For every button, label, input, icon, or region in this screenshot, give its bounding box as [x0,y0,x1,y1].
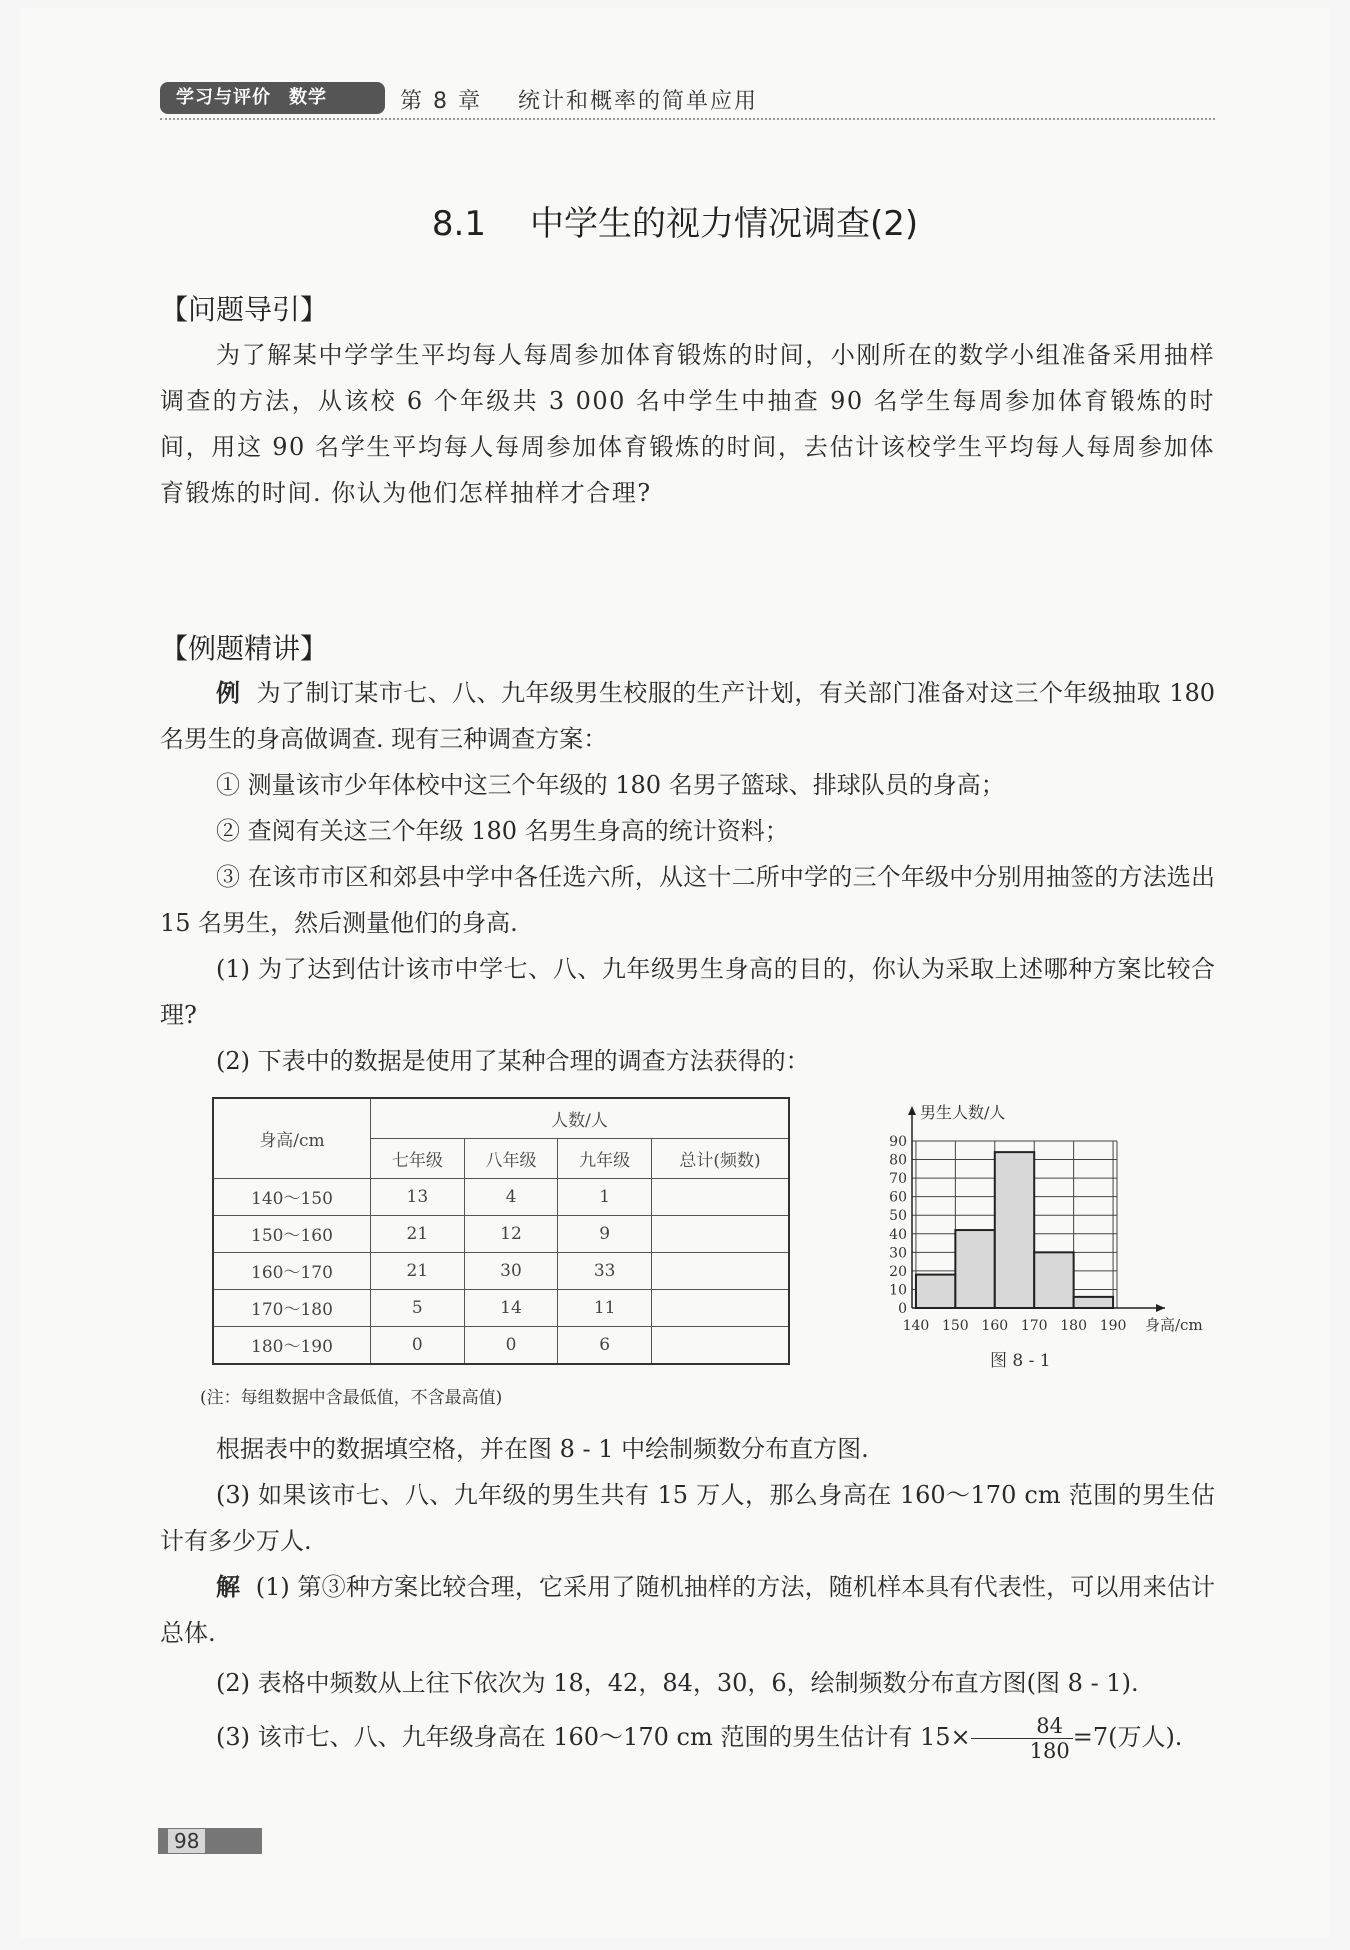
col-header-g9: 九年级 [558,1138,652,1178]
y-tick-label: 60 [889,1189,907,1206]
table-row [213,1215,789,1252]
subject-name: 数学 [289,87,327,108]
y-tick-label: 50 [889,1208,907,1225]
table-row [213,1178,789,1215]
histogram-chart [850,1098,1220,1338]
book-badge [160,82,385,114]
histogram-bar [995,1152,1034,1308]
count-header: 人数/人 [371,1098,790,1138]
option-1: ① 测量该市少年体校中这三个年级的 180 名男子篮球、排球队员的身高； [216,771,1005,799]
guide-text: 为了解某中学学生平均每人每周参加体育锻炼的时间，小刚所在的数学小组准备采用抽样调查的方法，从该校 6 个年级共 3 000 名中学生中抽查 90 名学生每周参加体育锻炼的时间，用这 90 名学生平均每人每周参加体育锻炼的时间，去估计该校学生平均每人每周参加体育锻炼的时间. 你认为他们怎样抽样才合理? [160,341,1215,507]
table-instruction: 根据表中的数据填空格，并在图 8 - 1 中绘制频数分布直方图. [216,1435,869,1463]
cell-total [652,1289,790,1326]
col-header-g7: 七年级 [371,1138,465,1178]
table-row [213,1289,789,1326]
height-header: 身高/cm [213,1098,371,1178]
cell-range: 170～180 [213,1289,371,1326]
option-2: ② 查阅有关这三个年级 180 名男生身高的统计资料； [216,817,789,845]
option-3: ③ 在该市市区和郊县中学中各任选六所，从这十二所中学的三个年级中分别用抽签的方法选出 15 名男生，然后测量他们的身高. [160,863,1215,937]
figure-caption: 图 8 - 1 [990,1351,1051,1371]
cell-g7: 0 [371,1326,465,1364]
table-row [213,1252,789,1289]
cell-range: 180～190 [213,1326,371,1364]
cell-range: 160～170 [213,1252,371,1289]
example-intro-text: 为了制订某市七、八、九年级男生校服的生产计划，有关部门准备对这三个年级抽取 180 名男生的身高做调查. 现有三种调查方案： [160,679,1216,753]
section-title: 中学生的视力情况调查(2) [529,204,919,244]
col-header-total: 总计(频数) [652,1138,790,1178]
histogram-bar [955,1230,994,1308]
y-axis-label: 男生人数/人 [920,1103,1006,1122]
cell-range: 140～150 [213,1178,371,1215]
y-tick-label: 90 [889,1134,907,1150]
question-1: (1) 为了达到估计该市中学七、八、九年级男生身高的目的，你认为采取上述哪种方案比较合理? [160,955,1215,1029]
example-heading: 【例题精讲】 [160,632,329,665]
y-tick-label: 80 [889,1152,907,1169]
y-tick-label: 70 [889,1171,907,1188]
x-tick-label: 150 [941,1318,969,1334]
question-2: (2) 下表中的数据是使用了某种合理的调查方法获得的： [216,1047,810,1075]
histogram-bar [916,1275,955,1308]
solution-2: (2) 表格中频数从上往下依次为 18，42，84，30，6，绘制频数分布直方图(图 8 - 1). [216,1669,1139,1697]
cell-range: 150～160 [213,1215,371,1252]
question-3: (3) 如果该市七、八、九年级的男生共有 15 万人，那么身高在 160～170 cm 范围的男生估计有多少万人. [160,1481,1215,1555]
solution-3-text: (3) 该市七、八、九年级身高在 160～170 cm 范围的男生估计有 15× [216,1723,971,1751]
solution-3-result: =7(万人). [1072,1723,1183,1751]
cell-g7: 5 [371,1289,465,1326]
x-axis-label: 身高/cm [1145,1316,1203,1334]
fraction [971,1714,1073,1763]
table-note: (注：每组数据中含最低值，不含最高值) [200,1388,503,1408]
cell-total [652,1252,790,1289]
x-tick-label: 180 [1060,1318,1088,1334]
y-tick-label: 40 [889,1226,907,1243]
example-lead: 例 [216,679,241,707]
solution-lead: 解 [216,1573,241,1601]
histogram-bar [1034,1252,1073,1308]
book-name: 学习与评价 [176,87,271,108]
section-number: 8.1 [431,204,486,244]
table-row [213,1326,789,1364]
height-table [212,1097,790,1365]
x-axis-arrow [1156,1304,1165,1312]
cell-g8: 4 [464,1178,558,1215]
chapter-title: 第 8 章 统计和概率的简单应用 [400,89,758,114]
histogram-bar [1074,1297,1113,1308]
cell-g8: 12 [464,1215,558,1252]
y-tick-label: 30 [889,1245,907,1262]
x-tick-label: 160 [981,1318,1009,1334]
page-number-bar [158,1828,262,1854]
y-tick-label: 0 [898,1301,907,1317]
solution-1-text: (1) 第③种方案比较合理，它采用了随机抽样的方法，随机样本具有代表性，可以用来估计总体. [160,1573,1216,1647]
y-axis-arrow [908,1106,916,1115]
solution-1 [160,1564,1215,1656]
example-intro [160,670,1215,762]
cell-g8: 14 [464,1289,558,1326]
y-tick-label: 10 [889,1282,907,1299]
guide-heading: 【问题导引】 [160,293,329,326]
cell-total [652,1326,790,1364]
fraction-denominator: 180 [1029,1739,1070,1763]
page-title [0,196,1350,245]
x-tick-label: 170 [1020,1318,1048,1334]
cell-g9: 1 [558,1178,652,1215]
cell-g9: 6 [558,1326,652,1364]
cell-g7: 21 [371,1252,465,1289]
x-tick-label: 190 [1099,1318,1127,1334]
solution-3 [160,1714,1215,1763]
cell-g9: 33 [558,1252,652,1289]
cell-g7: 13 [371,1178,465,1215]
x-tick-label: 140 [902,1318,930,1334]
header-divider [160,118,1215,120]
cell-g8: 30 [464,1252,558,1289]
cell-g9: 9 [558,1215,652,1252]
col-header-g8: 八年级 [464,1138,558,1178]
cell-g9: 11 [558,1289,652,1326]
fraction-numerator: 84 [971,1714,1073,1739]
y-tick-label: 20 [889,1263,907,1280]
cell-total [652,1215,790,1252]
cell-g7: 21 [371,1215,465,1252]
page-number: 98 [168,1829,205,1853]
cell-total [652,1178,790,1215]
cell-g8: 0 [464,1326,558,1364]
